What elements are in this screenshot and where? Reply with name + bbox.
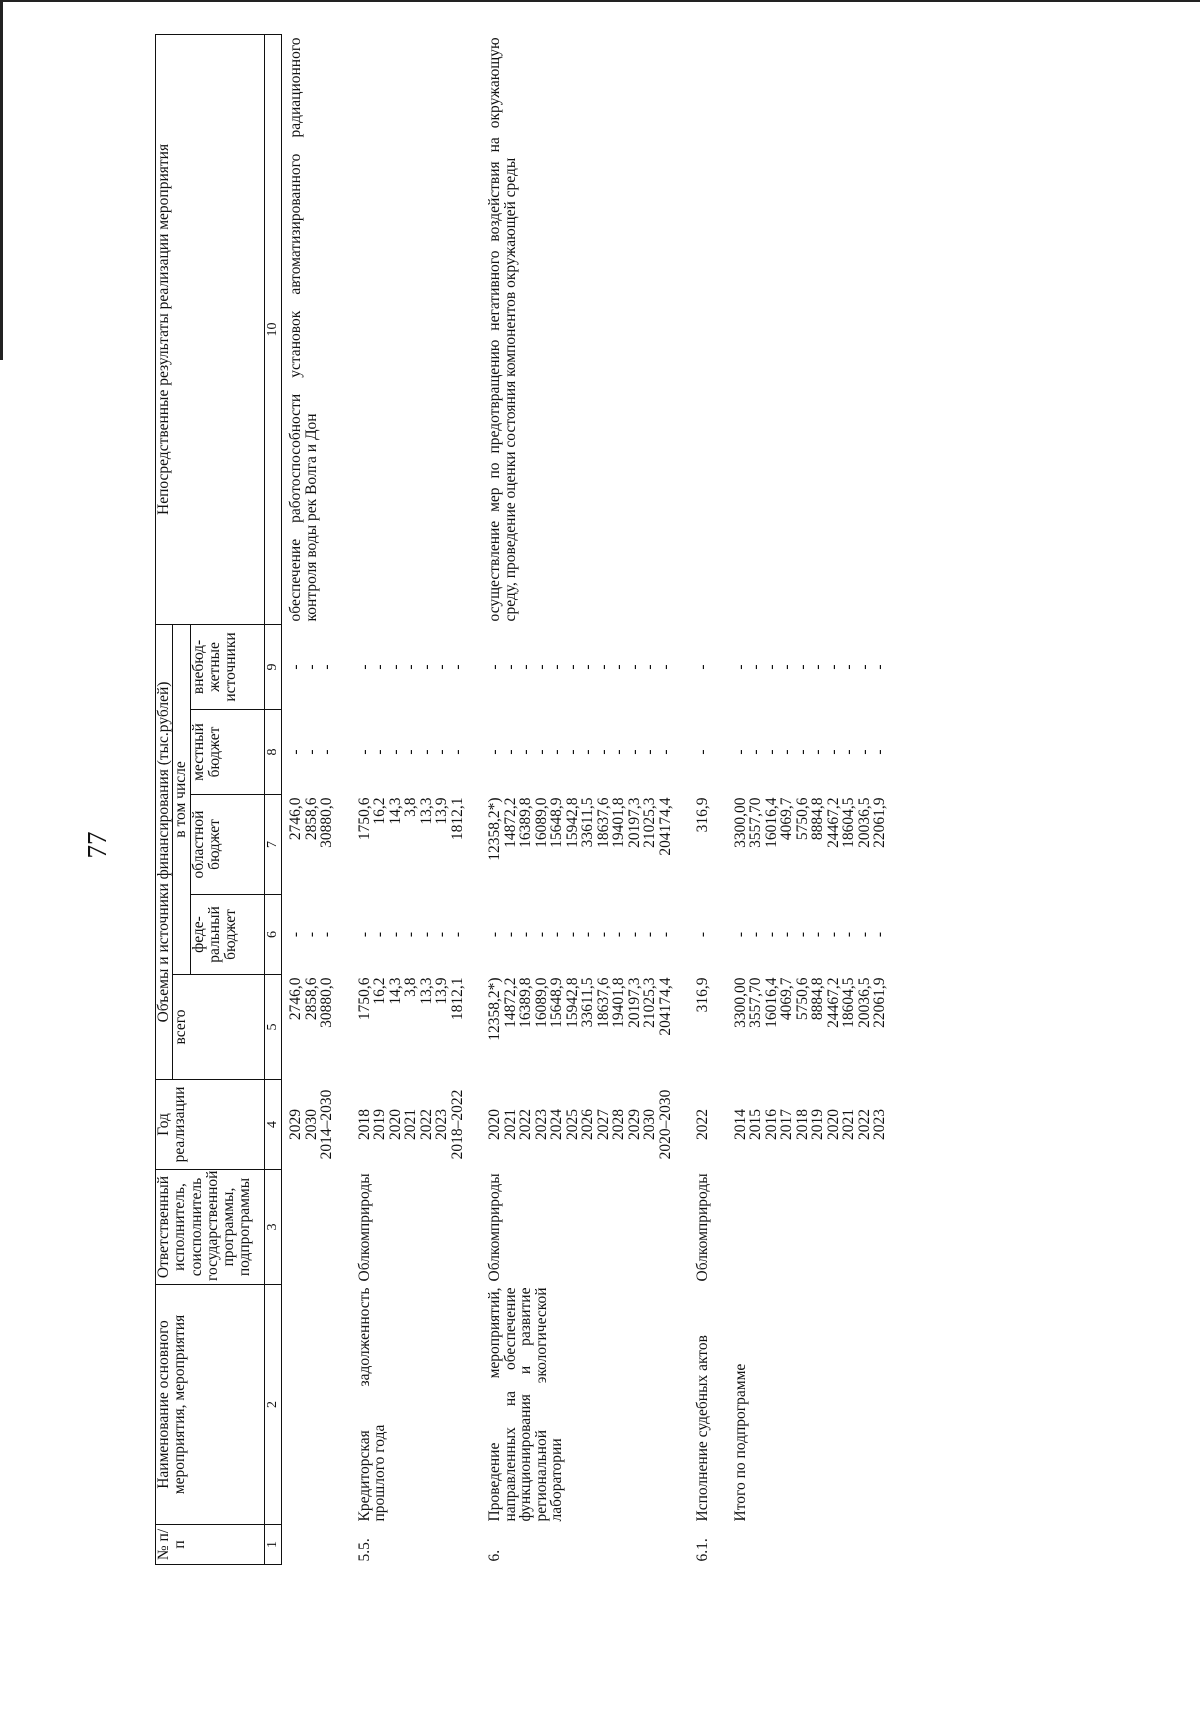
financing-table (155, 34, 888, 1565)
row-federal: - (694, 931, 712, 938)
row-result: обеспечение работоспособности установок автоматизированного радиационного контроля воды рек Волга и Дон (287, 37, 320, 622)
header-name: Наименование основного мероприятия, мероприятия (156, 1285, 265, 1525)
header-local: местный бюджет (190, 710, 264, 795)
row-regional: 316,9 (694, 797, 712, 833)
row-years: 2020 2021 2022 2023 2024 2025 2026 2027 2028 2029 2030 2020–2030 (486, 1089, 674, 1160)
row-num: 6.1. (694, 1538, 712, 1562)
row-name: Проведение мероприятий, направленных на обеспечение функционирования и развитие региональной экологической лаборатории (486, 1287, 566, 1522)
table-row (282, 34, 335, 1564)
row-years: 2022 (694, 1109, 712, 1140)
row-local: - - - - - - - - - - - - (486, 749, 674, 755)
row-federal: - - - - - - - (355, 931, 466, 938)
table-row (487, 34, 673, 1564)
row-years: 2014 2015 2016 2017 2018 2019 2020 2021 2022 2023 (731, 1109, 889, 1140)
header-volumes: Объемы и источники финансирования (тыс.рублей) (156, 624, 173, 1079)
row-num (733, 1525, 888, 1565)
row-local: - - - (287, 749, 336, 755)
row-years: 2018 2019 2020 2021 2022 2023 2018–2022 (355, 1089, 466, 1160)
table-row (357, 34, 466, 1564)
row-total: 12358,2*) 14872,2 16389,8 16089,0 15648,9 15942,8 33611,5 18637,6 19401,8 20197,3 21025,3 204174,4 (486, 977, 674, 1041)
table-header (156, 34, 282, 1564)
col-num-5: 5 (264, 975, 282, 1080)
row-name: Кредиторская задолженность прошлого года (355, 1287, 389, 1522)
row-extra: - - - (287, 664, 336, 670)
row-regional: 12358,2*) 14872,2 16389,8 16089,0 15648,9 15942,8 33611,5 18637,6 19401,8 20197,3 21025,3 204174,4 (486, 797, 674, 861)
row-executor (733, 1170, 888, 1285)
row-total: 1750,6 16,2 14,3 3,8 13,3 13,9 1812,1 (355, 977, 466, 1021)
table-row (695, 34, 711, 1564)
row-executor (282, 1170, 335, 1285)
row-total: 2746,0 2858,6 30880,0 (287, 977, 336, 1028)
row-local: - - - - - - - - - - (731, 749, 889, 755)
header-num: № п/п (156, 1525, 265, 1565)
table-row (733, 34, 888, 1564)
row-result (695, 34, 711, 624)
row-extra: - (694, 664, 712, 670)
row-regional: 1750,6 16,2 14,3 3,8 13,3 13,9 1812,1 (355, 797, 466, 841)
row-extra: - - - - - - - - - - - - (486, 664, 674, 670)
row-executor: Облкомприроды (486, 1173, 504, 1282)
row-local: - - - - - - - (355, 749, 466, 755)
header-total: всего (173, 975, 264, 1080)
row-name: Исполнение судебных актов (694, 1335, 712, 1522)
col-num-3: 3 (264, 1170, 282, 1285)
row-spacer (673, 34, 695, 1564)
header-federal: феде- ральный бюджет (190, 895, 264, 975)
col-num-7: 7 (264, 795, 282, 895)
col-num-1: 1 (264, 1525, 282, 1565)
row-years: 2029 2030 2014–2030 (287, 1089, 336, 1160)
row-federal: - - - - - - - - - - - - (486, 931, 674, 938)
row-federal: - - - (287, 931, 336, 938)
row-num: 5.5. (355, 1538, 373, 1562)
row-num: 6. (486, 1549, 504, 1562)
row-federal: - - - - - - - - - - (731, 931, 889, 938)
col-num-2: 2 (264, 1285, 282, 1525)
table-body (282, 34, 888, 1564)
header-executor: Ответственный исполнитель, соисполнитель государственной программы, подпрограммы (156, 1170, 265, 1285)
row-spacer (465, 34, 487, 1564)
header-including: в том числе (173, 624, 190, 974)
row-executor: Облкомприроды (355, 1173, 373, 1282)
row-spacer (711, 34, 733, 1564)
row-executor: Облкомприроды (694, 1173, 712, 1282)
row-num (282, 1525, 335, 1565)
row-extra: - - - - - - - (355, 664, 466, 670)
col-num-8: 8 (264, 710, 282, 795)
row-result (357, 34, 466, 624)
header-results: Непосредственные результаты реализации мероприятия (156, 34, 265, 624)
row-name (282, 1285, 335, 1525)
row-result: осуществление мер по предотвращению негативного воздействия на окружающую среду, проведение оценки состояния компонентов окружающей среды (486, 37, 519, 622)
row-total: 316,9 (694, 977, 712, 1013)
col-num-9: 9 (264, 624, 282, 709)
col-num-10: 10 (264, 34, 282, 624)
row-total: 3300,00 3557,70 16016,4 4069,7 5750,6 8884,8 24467,2 18604,5 20036,5 22061,9 (731, 977, 889, 1028)
col-num-6: 6 (264, 895, 282, 975)
row-regional: 3300,00 3557,70 16016,4 4069,7 5750,6 8884,8 24467,2 18604,5 20036,5 22061,9 (731, 797, 889, 848)
header-year: Год реализации (156, 1080, 265, 1170)
row-spacer (335, 34, 357, 1564)
page-number: 77 (82, 831, 112, 859)
header-regional: областной бюджет (190, 795, 264, 895)
row-extra: - - - - - - - - - - (731, 664, 889, 670)
row-name: Итого по подпрограмме (731, 1363, 749, 1522)
col-num-4: 4 (264, 1080, 282, 1170)
row-regional: 2746,0 2858,6 30880,0 (287, 797, 336, 848)
row-local: - (694, 749, 712, 755)
header-extra: внебюд- жетные источники (190, 624, 264, 709)
row-result (733, 34, 888, 624)
